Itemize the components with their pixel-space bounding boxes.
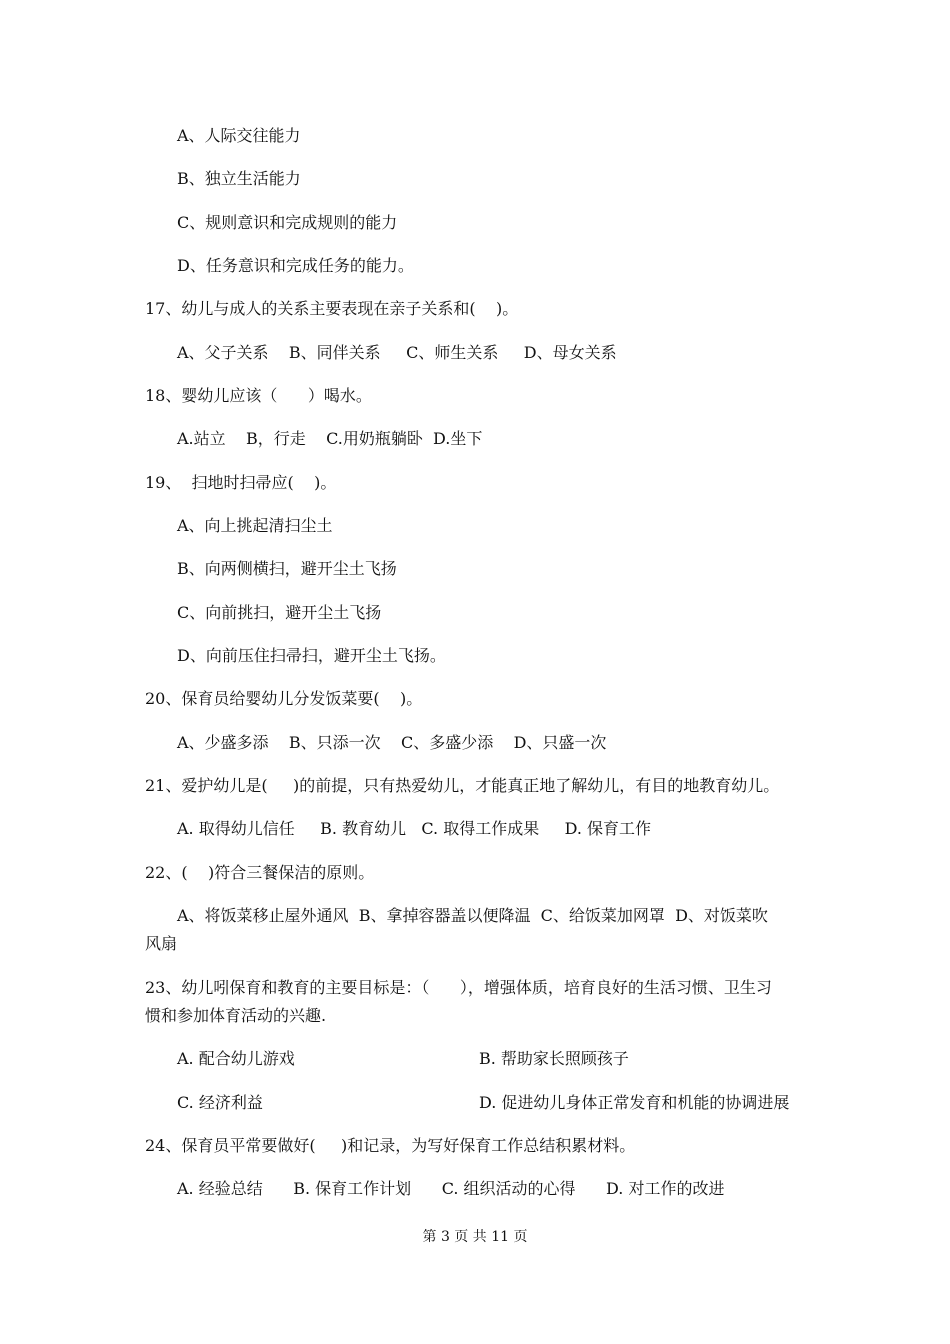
q23-option-a: A. 配合幼儿游戏 xyxy=(177,1049,295,1068)
q16-option-a: A、人际交往能力 xyxy=(177,126,301,145)
q18-options: A.站立 B，行走 C.用奶瓶躺卧 D.坐下 xyxy=(177,429,483,448)
page-footer: 第 3 页 共 11 页 xyxy=(422,1229,528,1245)
q21-options: A. 取得幼儿信任 B. 教育幼儿 C. 取得工作成果 D. 保育工作 xyxy=(177,819,652,838)
question-21: 21、爱护幼儿是( )的前提，只有热爱幼儿，才能真正地了解幼儿，有目的地教育幼儿。 xyxy=(145,776,780,795)
q23-option-d: D. 促进幼儿身体正常发育和机能的协调进展 xyxy=(479,1093,790,1112)
q23-option-c: C. 经济利益 xyxy=(177,1093,263,1112)
q22-options-continued: 风扇 xyxy=(145,934,178,953)
q16-option-b: B、独立生活能力 xyxy=(177,169,301,188)
question-24: 24、保育员平常要做好( )和记录，为写好保育工作总结积累材料。 xyxy=(145,1136,636,1155)
q19-option-c: C、向前挑扫，避开尘土飞扬 xyxy=(177,603,382,622)
q16-option-d: D、任务意识和完成任务的能力。 xyxy=(177,256,414,275)
question-23: 23、幼儿吲保育和教育的主要目标是：（ ），增强体质，培育良好的生活习惯、卫生习 xyxy=(145,978,772,997)
q20-options: A、少盛多添 B、只添一次 C、多盛少添 D、只盛一次 xyxy=(177,733,607,752)
question-20: 20、保育员给婴幼儿分发饭菜要( )。 xyxy=(145,689,423,708)
q19-option-d: D、向前压住扫帚扫，避开尘土飞扬。 xyxy=(177,646,446,665)
q19-option-a: A、向上挑起清扫尘土 xyxy=(177,516,333,535)
q22-options: A、将饭菜移止屋外通风 B、拿掉容器盖以便降温 C、给饭菜加网罩 D、对饭菜吹 xyxy=(177,906,768,925)
q24-options: A. 经验总结 B. 保育工作计划 C. 组织活动的心得 D. 对工作的改进 xyxy=(177,1179,725,1198)
question-23-continued: 惯和参加体育活动的兴趣. xyxy=(145,1006,327,1025)
q19-option-b: B、向两侧横扫，避开尘土飞扬 xyxy=(177,559,397,578)
question-22: 22、( )符合三餐保洁的原则。 xyxy=(145,863,375,882)
q23-option-b: B. 帮助家长照顾孩子 xyxy=(479,1049,629,1068)
q16-option-c: C、规则意识和完成规则的能力 xyxy=(177,213,398,232)
question-17: 17、幼儿与成人的关系主要表现在亲子关系和( )。 xyxy=(145,299,519,318)
q17-options: A、父子关系 B、同伴关系 C、师生关系 D、母女关系 xyxy=(177,343,617,362)
question-18: 18、婴幼儿应该（ ）喝水。 xyxy=(145,386,372,405)
question-19: 19、 扫地时扫帚应( )。 xyxy=(145,473,337,492)
